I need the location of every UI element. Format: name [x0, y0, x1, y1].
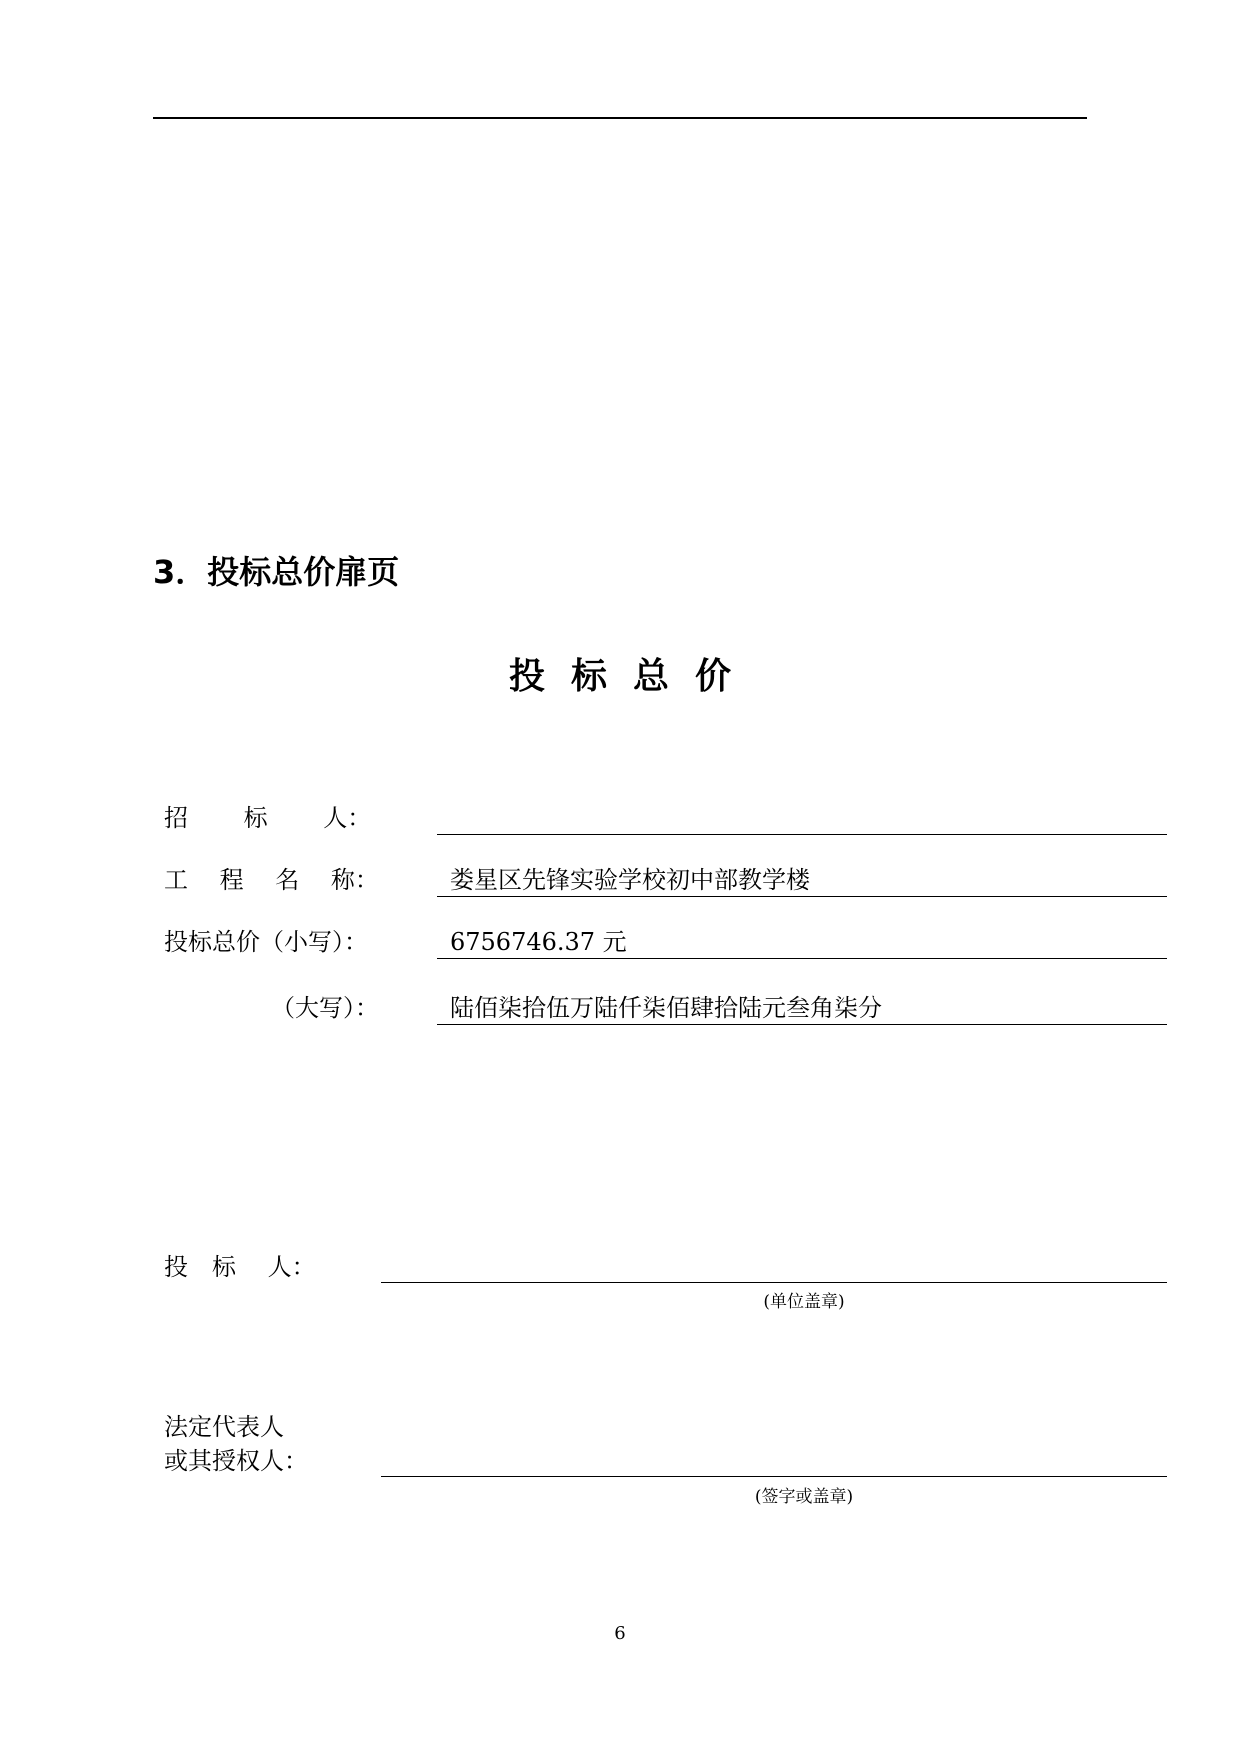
total-price-upper-underline [437, 1024, 1167, 1025]
legal-rep-label-line2: 或其授权人： [164, 1447, 308, 1475]
legal-rep-signature-line [381, 1476, 1167, 1477]
legal-rep-label-line1: 法定代表人 [164, 1413, 284, 1441]
total-price-lower-label: 投标总价（小写）： [164, 928, 368, 956]
project-name-underline [437, 896, 1167, 897]
document-title: 投标总价 [508, 656, 757, 697]
total-price-upper-label: （大写）： [271, 994, 379, 1022]
tenderee-label: 招 标 人： [164, 804, 372, 832]
header-rule [153, 117, 1087, 119]
total-price-upper-value: 陆佰柒拾伍万陆仟柒佰肆拾陆元叁角柒分 [450, 994, 882, 1022]
legal-rep-caption: (签字或盖章) [754, 1487, 854, 1507]
bidder-caption: (单位盖章) [763, 1292, 845, 1312]
bidder-label: 投 标 人： [164, 1253, 316, 1281]
total-price-lower-underline [437, 958, 1167, 959]
project-name-value: 娄星区先锋实验学校初中部教学楼 [450, 866, 810, 894]
total-price-lower-value: 6756746.37 元 [450, 928, 627, 956]
tenderee-underline [437, 834, 1167, 835]
page-number: 6 [614, 1623, 626, 1644]
bidder-signature-line [381, 1282, 1167, 1283]
project-name-label: 工 程 名 称： [164, 866, 379, 894]
section-title: 3．投标总价扉页 [153, 553, 400, 591]
